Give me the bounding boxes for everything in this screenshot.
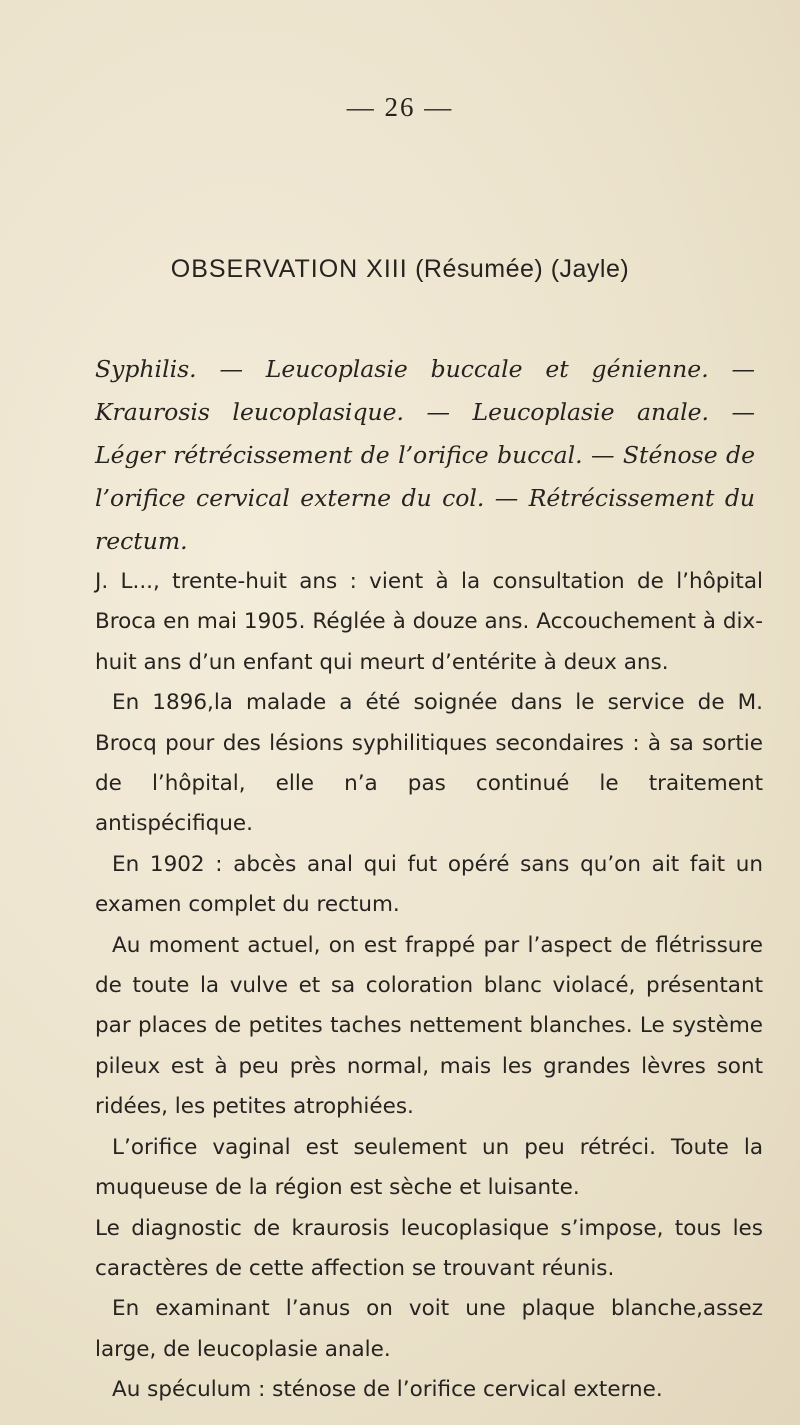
page-number: — 26 — xyxy=(346,92,454,122)
paragraph: En 1896,la malade a été soignée dans le service de M. Brocq pour des lésions syphilitiques secondaires : à sa sortie de l’hôpital, elle n’a pas continué le traitement antispécifique. xyxy=(95,690,763,837)
body-text xyxy=(95,562,763,1411)
paragraph: Au spéculum : sténose de l’orifice cervical externe. xyxy=(112,1377,663,1403)
paragraph: L’orifice vaginal est seulement un peu rétréci. Toute la muqueuse de la région est sèche et luisante. xyxy=(95,1134,763,1201)
observation-subtitle: Syphilis. — Leucoplasie buccale et génienne. — Kraurosis leucoplasique. — Leucoplasie anale. — Léger rétrécissement de l’orifice buccal. — Sténose de l’orifice cervical externe du col. — Rétrécissement du rectum. xyxy=(95,355,755,555)
paragraph: En 1902 : abcès anal qui fut opéré sans qu’on ait fait un examen complet du rectum. xyxy=(95,851,763,918)
observation-heading xyxy=(0,255,800,284)
paragraph: En examinant l’anus on voit une plaque blanche,assez large, de leucoplasie anale. xyxy=(95,1296,763,1362)
observation-title: OBSERVATION XIII xyxy=(170,255,408,283)
paragraph: Au moment actuel, on est frappé par l’aspect de flétrissure de toute la vulve et sa coloration blanc violacé, présentant par places de petites taches nettement blanches. Le système pileux est à peu près normal, mais les grandes lèvres sont ridées, les petites atrophiées. xyxy=(95,932,763,1120)
paragraph: J. L..., trente-huit ans : vient à la consultation de l’hôpital Broca en mai 1905. Réglée à douze ans. Accouchement à dix-huit ans d’un enfant qui meurt d’entérite à deux ans. xyxy=(95,569,763,675)
paragraph: Le diagnostic de kraurosis leucoplasique s’impose, tous les caractères de cette affection se trouvant réunis. xyxy=(95,1215,763,1281)
observation-qualifier: (Résumée) (Jayle) xyxy=(415,255,630,283)
